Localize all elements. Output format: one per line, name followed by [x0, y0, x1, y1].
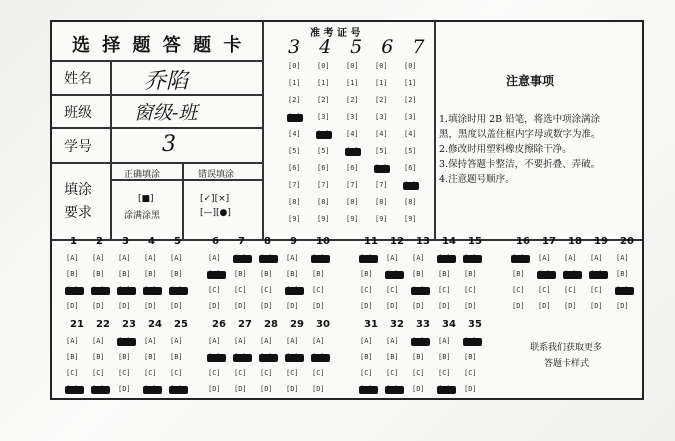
choice-bubble: [B]: [386, 353, 399, 361]
choice-bubble: [A]: [286, 254, 299, 262]
question-number: 28: [264, 319, 278, 330]
choice-bubble: [A]: [616, 254, 629, 262]
exam-id-bubble: [2]: [404, 96, 417, 104]
exam-id-bubble: [2]: [317, 96, 330, 104]
choice-bubble: [B]: [312, 270, 325, 278]
exam-id-mark: [345, 148, 361, 156]
question-number: 14: [442, 236, 456, 247]
choice-bubble: [C]: [464, 369, 477, 377]
choice-bubble: [D]: [118, 385, 131, 393]
choice-bubble: [B]: [234, 270, 247, 278]
choice-bubble: [A]: [564, 254, 577, 262]
choice-bubble: [C]: [234, 369, 247, 377]
divider-left: [262, 22, 264, 239]
choice-bubble: [B]: [118, 353, 131, 361]
notice-list: [439, 112, 639, 187]
choice-bubble: [D]: [234, 385, 247, 393]
choice-bubble: [D]: [118, 302, 131, 310]
wrong-fill-label: 错误填涂: [198, 170, 235, 180]
exam-id-bubble: [8]: [288, 198, 301, 206]
choice-bubble: [C]: [286, 369, 299, 377]
choice-bubble: [C]: [538, 286, 551, 294]
choice-bubble: [B]: [616, 270, 629, 278]
choice-bubble: [B]: [118, 270, 131, 278]
exam-id-label: 准 考 证 号: [310, 28, 361, 39]
answer-mark: [437, 255, 456, 263]
exam-id-mark: [316, 131, 332, 139]
choice-bubble: [A]: [66, 254, 79, 262]
choice-bubble: [C]: [360, 369, 373, 377]
question-number: 25: [174, 319, 188, 330]
name-value: 乔陷: [144, 69, 189, 94]
answer-mark: [207, 354, 226, 362]
exam-id-bubble: [0]: [288, 62, 301, 70]
answer-mark: [143, 287, 162, 295]
correct-fill-mark: [■]: [138, 194, 154, 204]
choice-bubble: [B]: [438, 270, 451, 278]
choice-bubble: [A]: [360, 337, 373, 345]
choice-bubble: [B]: [438, 353, 451, 361]
correct-fill-example: 涂满涂黑: [124, 211, 161, 221]
choice-bubble: [D]: [616, 302, 629, 310]
choice-bubble: [D]: [260, 302, 273, 310]
question-number: 16: [516, 236, 530, 247]
exam-id-bubble: [4]: [404, 130, 417, 138]
choice-bubble: [D]: [438, 302, 451, 310]
answer-mark: [463, 338, 482, 346]
answer-mark: [117, 338, 136, 346]
choice-bubble: [D]: [412, 302, 425, 310]
exam-id-bubble: [2]: [346, 96, 359, 104]
choice-bubble: [C]: [312, 369, 325, 377]
footer-note-1: 联系我们获取更多: [530, 343, 603, 353]
choice-bubble: [D]: [66, 302, 79, 310]
choice-bubble: [C]: [92, 369, 105, 377]
choice-bubble: [B]: [92, 353, 105, 361]
exam-id-bubble: [8]: [375, 198, 388, 206]
choice-bubble: [D]: [512, 302, 525, 310]
answer-mark: [91, 287, 110, 295]
choice-bubble: [B]: [464, 353, 477, 361]
exam-id-bubble: [4]: [346, 130, 359, 138]
exam-id-bubble: [1]: [288, 79, 301, 87]
answer-mark: [463, 255, 482, 263]
exam-id-bubble: [7]: [288, 181, 301, 189]
exam-id-bubble: [9]: [288, 215, 301, 223]
question-number: 4: [148, 236, 155, 247]
choice-bubble: [C]: [208, 286, 221, 294]
choice-bubble: [B]: [170, 270, 183, 278]
choice-bubble: [D]: [564, 302, 577, 310]
answer-mark: [233, 255, 252, 263]
question-number: 2: [96, 236, 103, 247]
choice-bubble: [C]: [66, 369, 79, 377]
exam-id-bubble: [1]: [404, 79, 417, 87]
question-number: 5: [174, 236, 181, 247]
choice-bubble: [C]: [312, 286, 325, 294]
choice-bubble: [A]: [208, 337, 221, 345]
exam-id-bubble: [7]: [375, 181, 388, 189]
exam-id-bubble: [6]: [346, 164, 359, 172]
question-number: 32: [390, 319, 404, 330]
choice-bubble: [C]: [234, 286, 247, 294]
wrong-fill-marks-row2: [—][●]: [200, 208, 231, 218]
answer-mark: [143, 386, 162, 394]
exam-id-mark: [287, 114, 303, 122]
choice-bubble: [B]: [92, 270, 105, 278]
choice-bubble: [A]: [170, 254, 183, 262]
exam-id-bubble: [3]: [375, 113, 388, 121]
question-number: 29: [290, 319, 304, 330]
question-number: 7: [238, 236, 245, 247]
choice-bubble: [D]: [208, 302, 221, 310]
notice-item: 2.修改时用塑料橡皮擦除干净。: [439, 144, 572, 155]
correct-fill-label: 正确填涂: [124, 170, 161, 180]
exam-id-bubble: [2]: [375, 96, 388, 104]
exam-id-bubble: [5]: [288, 147, 301, 155]
class-label: 班级: [64, 105, 92, 121]
question-number: 19: [594, 236, 608, 247]
question-number: 11: [364, 236, 378, 247]
question-number: 1: [70, 236, 77, 247]
exam-id-bubble: [1]: [375, 79, 388, 87]
answer-mark: [207, 271, 226, 279]
choice-bubble: [C]: [438, 369, 451, 377]
choice-bubble: [B]: [360, 353, 373, 361]
fill-requirement-label-2: 要求: [64, 205, 92, 221]
choice-bubble: [A]: [538, 254, 551, 262]
answer-mark: [117, 287, 136, 295]
exam-id-bubble: [0]: [375, 62, 388, 70]
choice-bubble: [C]: [118, 369, 131, 377]
exam-id-bubble: [4]: [375, 130, 388, 138]
question-number: 3: [122, 236, 129, 247]
exam-id-mark: [403, 182, 419, 190]
choice-bubble: [D]: [92, 302, 105, 310]
answer-mark: [311, 354, 330, 362]
exam-id-bubble: [3]: [317, 113, 330, 121]
choice-bubble: [C]: [438, 286, 451, 294]
choice-bubble: [D]: [208, 385, 221, 393]
answer-mark: [285, 287, 304, 295]
choice-bubble: [A]: [412, 254, 425, 262]
question-number: 26: [212, 319, 226, 330]
exam-id-bubble: [7]: [317, 181, 330, 189]
question-number: 20: [620, 236, 634, 247]
choice-bubble: [D]: [170, 302, 183, 310]
exam-id-bubble: [0]: [346, 62, 359, 70]
choice-bubble: [C]: [260, 286, 273, 294]
answer-mark: [65, 287, 84, 295]
exam-id-bubble: [9]: [317, 215, 330, 223]
choice-bubble: [B]: [412, 353, 425, 361]
question-number: 35: [468, 319, 482, 330]
answer-mark: [259, 255, 278, 263]
exam-id-bubble: [1]: [346, 79, 359, 87]
exam-id-bubble: [5]: [375, 147, 388, 155]
choice-bubble: [C]: [590, 286, 603, 294]
exam-id-bubble: [1]: [317, 79, 330, 87]
footer-note-2: 答题卡样式: [544, 359, 590, 369]
answer-mark: [285, 354, 304, 362]
answer-mark: [437, 386, 456, 394]
answer-mark: [311, 255, 330, 263]
choice-bubble: [A]: [170, 337, 183, 345]
choice-bubble: [D]: [312, 385, 325, 393]
name-label: 姓名: [64, 71, 92, 87]
question-number: 8: [264, 236, 271, 247]
question-number: 6: [212, 236, 219, 247]
choice-bubble: [A]: [286, 337, 299, 345]
choice-bubble: [A]: [144, 337, 157, 345]
exam-id-bubble: [0]: [404, 62, 417, 70]
answer-mark: [259, 354, 278, 362]
choice-bubble: [B]: [360, 270, 373, 278]
choice-bubble: [A]: [386, 254, 399, 262]
choice-bubble: [C]: [208, 369, 221, 377]
answer-mark: [169, 287, 188, 295]
choice-bubble: [D]: [386, 302, 399, 310]
choice-bubble: [D]: [412, 385, 425, 393]
choice-bubble: [B]: [66, 353, 79, 361]
question-number: 10: [316, 236, 330, 247]
choice-bubble: [D]: [538, 302, 551, 310]
exam-id-bubble: [2]: [288, 96, 301, 104]
choice-bubble: [A]: [92, 337, 105, 345]
answer-mark: [385, 271, 404, 279]
choice-bubble: [A]: [260, 337, 273, 345]
exam-id-bubble: [3]: [404, 113, 417, 121]
answer-mark: [615, 287, 634, 295]
answer-mark: [537, 271, 556, 279]
exam-id-handwritten: 34567: [288, 36, 444, 58]
choice-bubble: [C]: [386, 369, 399, 377]
answer-mark: [589, 271, 608, 279]
choice-bubble: [B]: [464, 270, 477, 278]
exam-id-bubble: [9]: [375, 215, 388, 223]
choice-bubble: [A]: [312, 337, 325, 345]
choice-bubble: [A]: [208, 254, 221, 262]
choice-bubble: [A]: [438, 337, 451, 345]
choice-bubble: [B]: [512, 270, 525, 278]
choice-bubble: [B]: [286, 270, 299, 278]
question-number: 12: [390, 236, 404, 247]
answer-mark: [169, 386, 188, 394]
fill-requirement-label-1: 填涂: [64, 182, 92, 198]
card-title: 选 择 题 答 题 卡: [72, 35, 245, 56]
choice-bubble: [D]: [464, 385, 477, 393]
exam-id-bubble: [0]: [317, 62, 330, 70]
exam-id-bubble: [3]: [346, 113, 359, 121]
answer-mark: [65, 386, 84, 394]
notice-item: 黑，黑度以盖住框内字母或数字为准。: [439, 129, 601, 140]
exam-id-bubble: [7]: [346, 181, 359, 189]
question-number: 27: [238, 319, 252, 330]
question-number: 9: [290, 236, 297, 247]
question-number: 17: [542, 236, 556, 247]
question-number: 13: [416, 236, 430, 247]
exam-id-bubble: [9]: [404, 215, 417, 223]
exam-id-bubble: [6]: [288, 164, 301, 172]
student-no-value: 3: [162, 132, 176, 157]
choice-bubble: [D]: [260, 385, 273, 393]
exam-id-mark: [374, 165, 390, 173]
choice-bubble: [D]: [286, 385, 299, 393]
choice-bubble: [D]: [464, 302, 477, 310]
choice-bubble: [C]: [144, 369, 157, 377]
notice-item: 1.填涂时用 2B 铅笔，将选中项涂满涂: [439, 114, 601, 125]
choice-bubble: [C]: [464, 286, 477, 294]
class-value: 窗级-班: [134, 102, 198, 124]
student-no-label: 学号: [64, 139, 92, 155]
exam-id-bubble: [9]: [346, 215, 359, 223]
answer-mark: [411, 287, 430, 295]
choice-bubble: [D]: [234, 302, 247, 310]
choice-bubble: [D]: [144, 302, 157, 310]
question-number: 15: [468, 236, 482, 247]
question-number: 23: [122, 319, 136, 330]
choice-bubble: [A]: [92, 254, 105, 262]
question-number: 22: [96, 319, 110, 330]
choice-bubble: [C]: [412, 369, 425, 377]
choice-bubble: [D]: [360, 302, 373, 310]
answer-mark: [91, 386, 110, 394]
exam-id-bubble: [8]: [404, 198, 417, 206]
notice-item: 4.注意题号顺序。: [439, 174, 515, 185]
question-number: 33: [416, 319, 430, 330]
choice-bubble: [A]: [234, 337, 247, 345]
wrong-fill-marks-row1: [✓][×]: [200, 194, 230, 204]
answer-mark: [563, 271, 582, 279]
question-number: 34: [442, 319, 456, 330]
choice-bubble: [C]: [386, 286, 399, 294]
question-number: 31: [364, 319, 378, 330]
answer-sheet: [50, 20, 644, 400]
notice-title: 注意事项: [506, 74, 555, 88]
choice-bubble: [B]: [66, 270, 79, 278]
answer-mark: [359, 255, 378, 263]
choice-bubble: [D]: [312, 302, 325, 310]
exam-id-bubble: [4]: [288, 130, 301, 138]
answer-mark: [233, 354, 252, 362]
choice-bubble: [B]: [144, 353, 157, 361]
choice-bubble: [A]: [590, 254, 603, 262]
answer-mark: [411, 338, 430, 346]
question-number: 24: [148, 319, 162, 330]
choice-bubble: [B]: [412, 270, 425, 278]
question-number: 18: [568, 236, 582, 247]
choice-bubble: [A]: [144, 254, 157, 262]
exam-id-bubble: [5]: [404, 147, 417, 155]
choice-bubble: [B]: [144, 270, 157, 278]
exam-id-bubble: [5]: [317, 147, 330, 155]
exam-id-bubble: [6]: [404, 164, 417, 172]
answer-mark: [359, 386, 378, 394]
choice-bubble: [C]: [170, 369, 183, 377]
choice-bubble: [A]: [118, 254, 131, 262]
choice-bubble: [C]: [360, 286, 373, 294]
choice-bubble: [A]: [386, 337, 399, 345]
choice-bubble: [D]: [286, 302, 299, 310]
answer-mark: [385, 386, 404, 394]
question-number: 21: [70, 319, 84, 330]
choice-bubble: [B]: [260, 270, 273, 278]
exam-id-bubble: [8]: [346, 198, 359, 206]
exam-id-bubble: [6]: [317, 164, 330, 172]
choice-bubble: [C]: [512, 286, 525, 294]
choice-bubble: [B]: [170, 353, 183, 361]
choice-bubble: [D]: [590, 302, 603, 310]
notice-item: 3.保持答题卡整洁，不要折叠、弄破。: [439, 159, 601, 170]
answer-mark: [511, 255, 530, 263]
choice-bubble: [C]: [260, 369, 273, 377]
choice-bubble: [A]: [66, 337, 79, 345]
exam-id-bubble: [8]: [317, 198, 330, 206]
question-number: 30: [316, 319, 330, 330]
choice-bubble: [C]: [564, 286, 577, 294]
